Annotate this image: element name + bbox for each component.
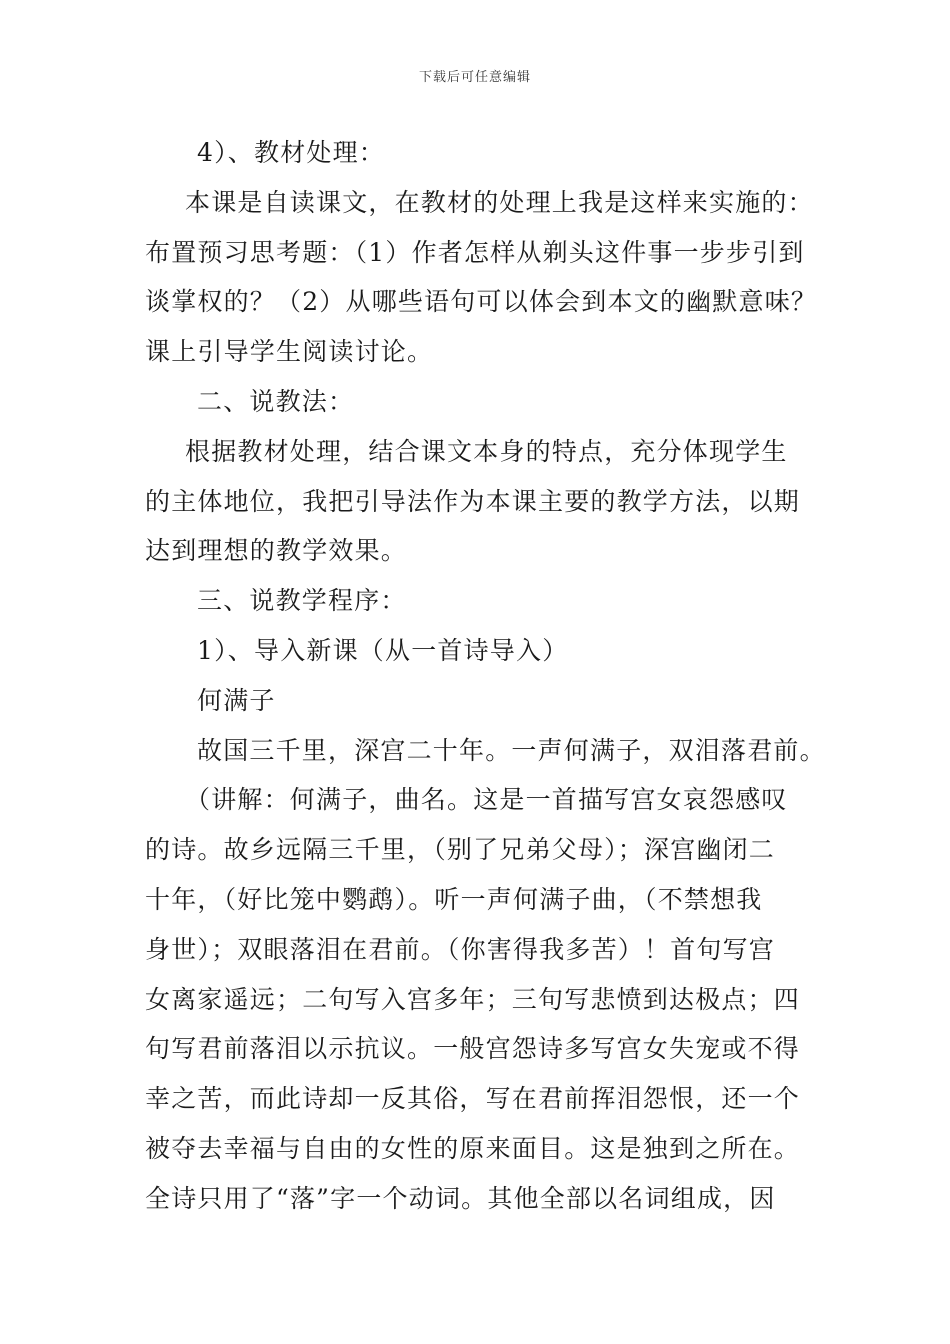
text-line: 的诗。故乡远隔三千里，（别了兄弟父母）；深宫幽闭二 — [145, 835, 776, 865]
page-header: 下载后可任意编辑 — [418, 70, 531, 85]
text-line: 三、说教学程序： — [197, 586, 407, 616]
document-body — [145, 128, 825, 1224]
text-line: 的主体地位，我把引导法作为本课主要的教学方法，以期 — [145, 486, 801, 516]
text-line: 十年，（好比笼中鹦鹉）。听一声何满子曲，（不禁想我 — [145, 884, 763, 914]
text-line: 根据教材处理，结合课文本身的特点，充分体现学生 — [185, 436, 788, 466]
text-line: 1）、导入新课（从一首诗导入） — [197, 635, 569, 665]
text-line: 被夺去幸福与自由的女性的原来面目。这是独到之所在。 — [145, 1133, 801, 1163]
text-line: 谈掌权的？（2）从哪些语句可以体会到本文的幽默意味？ — [145, 287, 818, 317]
text-line: 故国三千里，深宫二十年。一声何满子，双泪落君前。 — [197, 735, 826, 765]
text-line: 达到理想的教学效果。 — [145, 536, 408, 566]
text-line: 幸之苦，而此诗却一反其俗，写在君前挥泪怨恨，还一个 — [145, 1084, 801, 1114]
text-line: 女离家遥远；二句写入宫多年；三句写悲愤到达极点；四 — [145, 984, 801, 1014]
text-line: 4）、教材处理： — [197, 138, 386, 167]
text-line: 全诗只用了“落”字一个动词。其他全部以名词组成，因 — [145, 1183, 776, 1213]
text-line: 布置预习思考题：（1）作者怎样从剃头这件事一步步引到 — [145, 237, 805, 267]
text-line: （讲解：何满子，曲名。这是一首描写宫女哀怨感叹 — [185, 785, 788, 815]
text-line: 本课是自读课文，在教材的处理上我是这样来实施的： — [185, 187, 814, 217]
text-line: 二、说教法： — [197, 386, 355, 416]
text-line: 何满子 — [197, 685, 276, 715]
text-line: 句写君前落泪以示抗议。一般宫怨诗多写宫女失宠或不得 — [145, 1034, 801, 1064]
text-line: 课上引导学生阅读讨论。 — [145, 337, 434, 367]
text-line: 身世）；双眼落泪在君前。（你害得我多苦）！首句写宫 — [145, 934, 776, 964]
